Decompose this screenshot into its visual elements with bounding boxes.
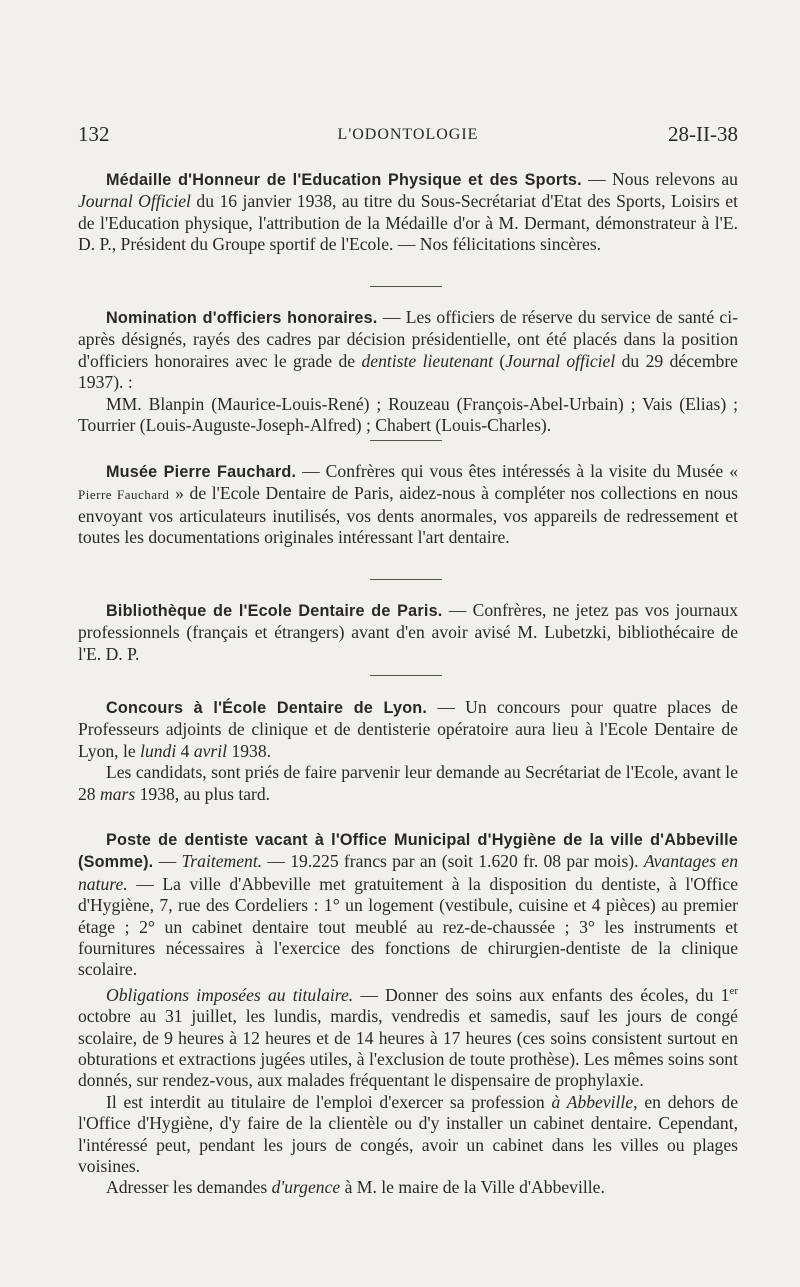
article-heading: Musée Pierre Fauchard. — [106, 463, 297, 481]
article-heading: Poste de dentiste vacant à l'Office Municipal d'Hygiène de la ville d'Abbeville (Somme). — [78, 831, 738, 872]
article-heading: Nomination d'officiers honoraires. — [106, 309, 378, 327]
article-concours: Concours à l'École Dentaire de Lyon. — Un concours pour quatre places de Professeurs adjoints de clinique et de dentisterie opératoire aura lieu à l'Ecole Dentaire de Lyon, le lundi 4 avril 1938. Les candidats, sont priés de faire parvenir leur demande au Secrétariat de l'Ecole, avant le 28 mars 1938, au plus tard. — [78, 697, 738, 804]
article-heading: Concours à l'École Dentaire de Lyon. — [106, 699, 428, 717]
article-nomination: Nomination d'officiers honoraires. — Les officiers de réserve du service de santé ci-après désignés, rayés des cadres par décision présidentielle, ont été placés dans la position d'officiers honoraires avec le grade de dentiste lieutenant (Journal officiel du 29 décembre 1937). : MM. Blanpin (Maurice-Louis-René) ; Rouzeau (François-Abel-Urbain) ; Vais (Elias) ; Tourrier (Louis-Auguste-Joseph-Alfred) ; Chabert (Louis-Charles). — [78, 307, 738, 436]
issue-date: 28-II-38 — [668, 122, 738, 146]
article-poste-abbeville: Poste de dentiste vacant à l'Office Municipal d'Hygiène de la ville d'Abbeville (Somme). — Traitement. — 19.225 francs par an (soit 1.620 fr. 08 par mois). Avantages en nature. — La ville d'Abbeville met gratuitement à la disposition du dentiste, à l'Office d'Hygiène, 7, rue des Cordeliers : 1° un logement (vestibule, cuisine et 4 pièces) au premier étage ; 2° un cabinet dentaire tout meublé au rez-de-chaussée ; 3° les instruments et fournitures nécessaires à l'exercice des fonctions de chirurgien-dentiste de la clinique scolaire. Obligations imposées au titulaire. — Donner des soins aux enfants des écoles, du 1er octobre au 31 juillet, les lundis, mardis, vendredis et samedis, sauf les jours de congé scolaire, de 9 heures à 12 heures et de 14 heures à 17 heures (ces soins consistent surtout en obturations et extractions jugées utiles, à l'exclusion de toute prothèse). Les mêmes soins sont donnés, sur rendez-vous, aux malades fréquentant le dispensaire de prophylaxie. Il est interdit au titulaire de l'emploi d'exercer sa profession à Abbeville, en dehors de l'Office d'Hygiène, d'y faire de la clientèle ou d'y installer un cabinet dentaire. Cependant, l'intéressé peut, pendant les jours de congés, avoir un cabinet dans les villes ou plages voisines. Adresser les demandes d'urgence à M. le maire de la Ville d'Abbeville. — [78, 831, 738, 1198]
article-heading: Bibliothèque de l'Ecole Dentaire de Paris. — [106, 602, 443, 620]
article-musee: Musée Pierre Fauchard. — Confrères qui vous êtes intéressés à la visite du Musée « Pierre Fauchard » de l'Ecole Dentaire de Paris, aidez-nous à compléter nos collections en nous envoyant vos articulateurs inutilisés, vos dents anormales, vos appareils de redressement et toutes les documentations originales intéressant l'art dentaire. — [78, 461, 738, 548]
article-heading: Médaille d'Honneur de l'Education Physique et des Sports. — [106, 171, 582, 189]
page-number: 132 — [78, 122, 110, 146]
separator-rule — [370, 675, 442, 676]
separator-rule — [370, 579, 442, 580]
separator-rule — [370, 286, 442, 287]
officer-list: MM. Blanpin (Maurice-Louis-René) ; Rouzeau (François-Abel-Urbain) ; Vais (Elias) ; Tourrier (Louis-Auguste-Joseph-Alfred) ; Chabert (Louis-Charles). — [78, 393, 738, 436]
running-title: L'ODONTOLOGIE — [337, 126, 479, 143]
page-header — [78, 122, 738, 150]
separator-rule — [370, 440, 442, 441]
article-bibliotheque: Bibliothèque de l'Ecole Dentaire de Paris. — Confrères, ne jetez pas vos journaux professionnels (français et étrangers) avant d'en avoir avisé M. Lubetzki, bibliothécaire de l'E. D. P. — [78, 600, 738, 664]
article-medaille: Médaille d'Honneur de l'Education Physique et des Sports. — Nous relevons au Journal Officiel du 16 janvier 1938, au titre du Sous-Secrétariat d'Etat des Sports, Loisirs et de l'Education physique, l'attribution de la Médaille d'or à M. Dermant, démonstrateur à l'E. D. P., Président du Groupe sportif de l'Ecole. — Nos félicitations sincères. — [78, 169, 738, 255]
